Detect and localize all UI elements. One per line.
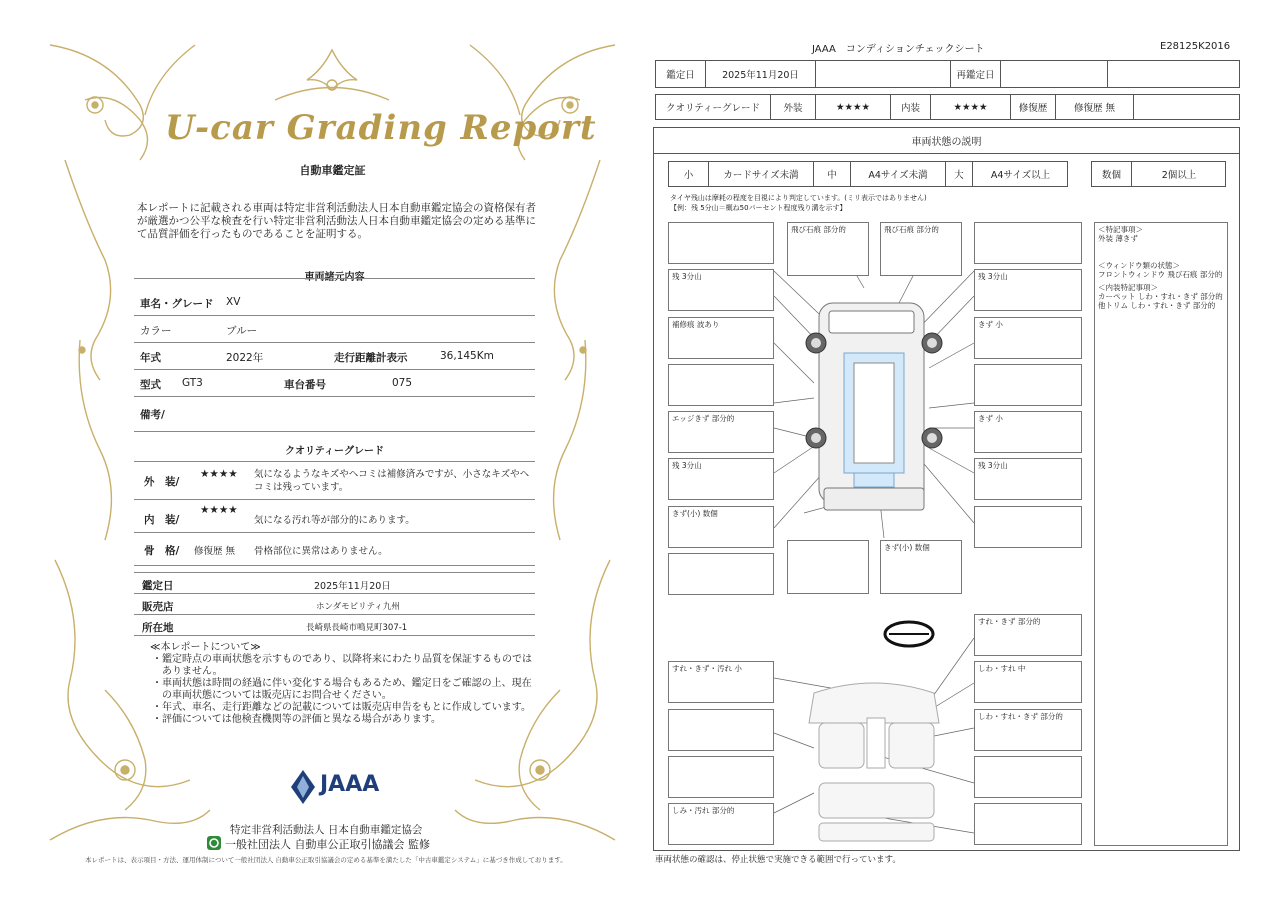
repair-value: 修復歴 無 <box>1056 95 1134 119</box>
footnote: 本レポートは、表示項目・方法、運用体制について一般社団法人 自動車公正取引協議会の定める基準を満たした「中古車鑑定システム」に基づき作成しております。 <box>85 856 567 864</box>
exterior-box: 残 3分山 <box>974 458 1082 500</box>
interior-box <box>668 756 774 798</box>
grading-certificate <box>45 40 620 870</box>
exterior-box: きず(小) 数個 <box>668 506 774 548</box>
exterior-stars: ★★★★ <box>200 468 238 480</box>
grade-row <box>655 94 1240 120</box>
ext-stars: ★★★★ <box>816 95 891 119</box>
quality-heading: クオリティーグレード <box>285 446 384 457</box>
exterior-box <box>974 506 1082 548</box>
script-title: U-car Grading Report <box>165 108 597 148</box>
jaaa-logo-icon <box>291 770 315 804</box>
legend-small-desc: カードサイズ未満 <box>709 162 814 186</box>
color-value: ブルー <box>226 325 258 337</box>
frame-text: 骨格部位に異常はありません。 <box>254 546 388 557</box>
condition-panel <box>653 127 1240 851</box>
note-item: ・鑑定時点の車両状態を示すものであり、以降将来にわたり品質を保証するものではありません。 <box>152 654 532 677</box>
legend-large: 大 <box>946 162 973 186</box>
date-value: 2025年11月20日 <box>314 581 391 592</box>
interior-box: しみ・汚れ 部分的 <box>668 803 774 845</box>
exterior-box <box>974 364 1082 406</box>
exterior-box <box>787 540 869 594</box>
date-row <box>655 60 1240 88</box>
tire-note-2: 【例：残 5分山＝概ね50パーセント程度残り溝を示す】 <box>670 204 847 212</box>
exterior-text: 気になるようなキズやヘコミは補修済みですが、小さなキズやヘコミは残っています。 <box>254 469 530 493</box>
date-label: 鑑定日 <box>656 61 706 87</box>
model-label: 型式 <box>140 379 161 391</box>
window-value: フロントウィンドウ 飛び石痕 部分的 <box>1098 270 1223 279</box>
interior-box <box>974 803 1082 845</box>
note-item: ・年式、車名、走行距離などの記載については販売店申告をもとに作成しています。 <box>152 702 531 713</box>
name-value: XV <box>226 296 241 308</box>
ext-label: 外装 <box>771 95 816 119</box>
dealer-label: 販売店 <box>142 601 174 613</box>
quality-row-exterior <box>134 462 535 500</box>
legend-large-desc: A4サイズ以上 <box>990 170 1051 181</box>
exterior-box: 飛び石痕 部分的 <box>880 222 962 276</box>
reinspect-label: 再鑑定日 <box>951 61 1001 87</box>
interior-notes-title: ＜内装特記事項＞ <box>1098 283 1158 292</box>
frame-repair: 修復歴 無 <box>194 546 236 557</box>
desc-heading: 車両状態の説明 <box>654 128 1239 154</box>
interior-label: 内 装/ <box>144 514 180 526</box>
interior-box: しわ・すれ 中 <box>974 661 1082 703</box>
exterior-box <box>668 553 774 595</box>
model-value: GT3 <box>182 377 203 389</box>
note-item: ・評価については他検査機関等の評価と異なる場合があります。 <box>152 714 441 725</box>
spec-heading: 車両諸元内容 <box>304 272 365 283</box>
date-value: 2025年11月20日 <box>706 61 816 87</box>
exterior-box: 残 3分山 <box>974 269 1082 311</box>
address-value: 長崎県長崎市鳴見町307-1 <box>306 623 408 633</box>
exterior-box: きず 小 <box>974 411 1082 453</box>
count-value: 2個以上 <box>1161 170 1197 181</box>
interior-box <box>974 756 1082 798</box>
legend-small: 小 <box>669 162 709 186</box>
council-logo-icon <box>207 836 221 850</box>
interior-box: すれ・きず 部分的 <box>974 614 1082 656</box>
spec-row-year <box>134 343 535 370</box>
spec-row-remarks <box>134 397 535 432</box>
int-label: 内装 <box>891 95 931 119</box>
mileage-label: 走行距離計表示 <box>334 352 408 364</box>
notes <box>150 642 535 726</box>
date-label: 鑑定日 <box>142 580 174 592</box>
remarks-label: 備考/ <box>140 409 165 421</box>
doc-id: E28125K2016 <box>1160 41 1231 52</box>
notes-title: ＜特記事項＞ <box>1098 225 1143 234</box>
info-row-dealer <box>134 594 535 615</box>
exterior-box: きず 小 <box>974 317 1082 359</box>
interior-note: カーペット しわ・すれ・きず 部分的 <box>1098 292 1223 301</box>
name-label: 車名・グレード <box>140 298 214 310</box>
exterior-box: エッジきず 部分的 <box>668 411 774 453</box>
info-row-date <box>134 573 535 594</box>
year-label: 年式 <box>140 352 161 364</box>
interior-box <box>668 709 774 751</box>
window-title: ＜ウィンドウ類の状態＞ <box>1098 261 1181 270</box>
frame-label: 骨 格/ <box>144 545 180 557</box>
mileage-value: 36,145Km <box>440 350 494 362</box>
exterior-box <box>668 364 774 406</box>
exterior-box: 補修痕 波あり <box>668 317 774 359</box>
chassis-value: 075 <box>392 377 413 389</box>
exterior-box: きず(小) 数個 <box>880 540 962 594</box>
note-item: ・車両状態は時間の経過に伴い変化する場合もあるため、鑑定日をご確認の上、現在の車両状態については販売店にお問合せください。 <box>152 678 532 701</box>
interior-note: 他トリム しわ・すれ・きず 部分的 <box>1098 301 1216 310</box>
exterior-box: 残 3分山 <box>668 269 774 311</box>
legend-medium-desc: A4サイズ未満 <box>851 162 946 186</box>
exterior-box <box>668 222 774 264</box>
sheet-footer: 車両状態の確認は、停止状態で実施できる範囲で行っています。 <box>655 855 901 865</box>
grade-label: クオリティーグレード <box>656 95 771 119</box>
info-row-address <box>134 615 535 636</box>
int-stars: ★★★★ <box>931 95 1011 119</box>
org-name-1: 特定非営利活動法人 日本自動車鑑定協会 <box>230 824 423 836</box>
certificate-title: 自動車鑑定証 <box>299 164 366 177</box>
year-value: 2022年 <box>226 352 264 364</box>
notes-exterior: 外装 薄きず <box>1098 234 1138 243</box>
exterior-box <box>974 222 1082 264</box>
spec-row-color <box>134 316 535 343</box>
repair-label: 修復歴 <box>1011 95 1056 119</box>
interior-stars: ★★★★ <box>200 504 238 516</box>
interior-box: すれ・きず・汚れ 小 <box>668 661 774 703</box>
exterior-label: 外 装/ <box>144 476 180 488</box>
org-name-2: 一般社団法人 自動車公正取引協議会 監修 <box>225 838 430 851</box>
exterior-box: 残 3分山 <box>668 458 774 500</box>
color-label: カラー <box>140 325 172 337</box>
intro-text: 本レポートに記載される車両は特定非営利活動法人日本自動車鑑定協会の資格保有者が厳選かつ公平な検査を行い特定非営利活動法人日本自動車鑑定協会の定める基準にて品質評価を行ったものであることを証明する。 <box>137 202 536 240</box>
quality-row-interior <box>134 500 535 533</box>
quality-row-frame <box>134 533 535 566</box>
interior-box: しわ・すれ・きず 部分的 <box>974 709 1082 751</box>
jaaa-logo-text: JAAA <box>320 772 380 797</box>
interior-text: 気になる汚れ等が部分的にあります。 <box>254 515 415 526</box>
special-notes <box>1094 222 1228 846</box>
dealer-value: ホンダモビリティ九州 <box>316 602 400 612</box>
tire-note-1: タイヤ残山は摩耗の程度を目視により判定しています。(ミリ表示ではありません) <box>670 194 927 202</box>
spec-row-model <box>134 370 535 397</box>
count-label: 数個 <box>1092 162 1132 186</box>
chassis-label: 車台番号 <box>284 379 326 391</box>
spec-row-name <box>134 290 535 316</box>
sheet-title: JAAA コンディションチェックシート <box>812 44 985 55</box>
address-label: 所在地 <box>142 622 174 634</box>
notes-title: ≪本レポートについて≫ <box>150 642 261 653</box>
legend-medium: 中 <box>814 162 851 186</box>
exterior-box: 飛び石痕 部分的 <box>787 222 869 276</box>
